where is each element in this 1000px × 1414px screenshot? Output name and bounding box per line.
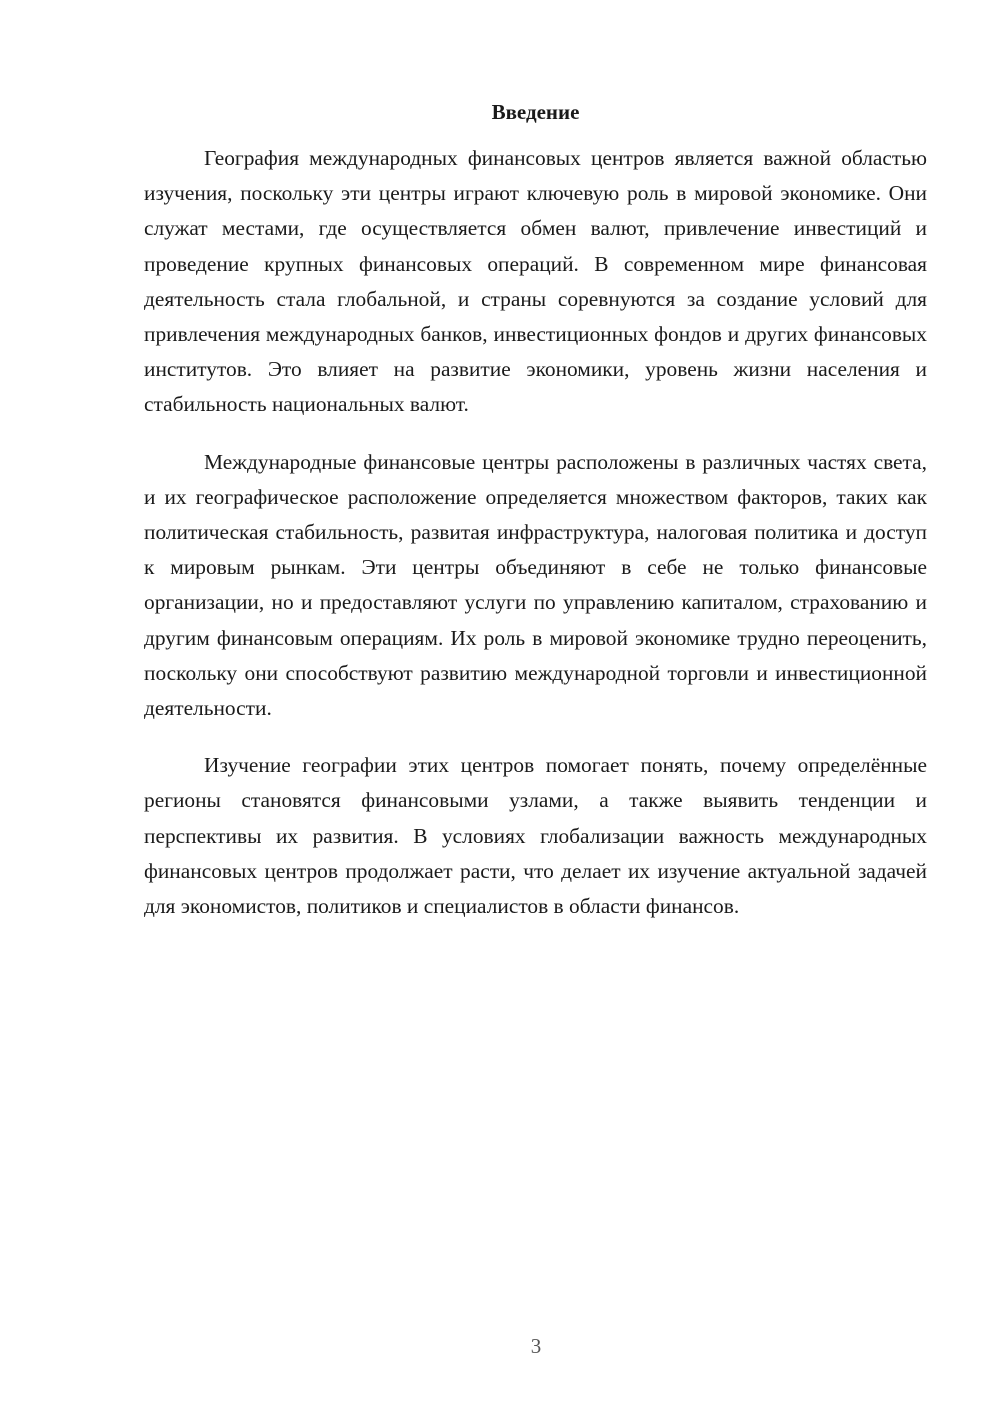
section-title: Введение	[491, 100, 580, 124]
body-text	[144, 141, 927, 946]
paragraph-2: Международные финансовые центры расположены в различных частях света, и их географическое расположение определяется множеством факторов, таких как политическая стабильность, развитая инфраструктура, налоговая политика и доступ к мировым рынкам. Эти центры объединяют в себе не только финансовые организации, но и предоставляют услуги по управлению капиталом, страхованию и другим финансовым операциям. Их роль в мировой экономике трудно переоценить, поскольку они способствуют развитию международной торговли и инвестиционной деятельности.	[144, 449, 927, 721]
page-number: 3	[530, 1334, 542, 1358]
paragraph-3: Изучение географии этих центров помогает понять, почему определённые регионы становятся финансовыми узлами, а также выявить тенденции и перспективы их развития. В условиях глобализации важность международных финансовых центров продолжает расти, что делает их изучение актуальной задачей для экономистов, политиков и специалистов в области финансов.	[144, 753, 927, 919]
paragraph-1: География международных финансовых центров является важной областью изучения, поскольку эти центры играют ключевую роль в мировой экономике. Они служат местами, где осуществляется обмен валют, привлечение инвестиций и проведение крупных финансовых операций. В современном мире финансовая деятельность стала глобальной, и страны соревнуются за создание условий для привлечения международных банков, инвестиционных фондов и других финансовых институтов. Это влияет на развитие экономики, уровень жизни населения и стабильность национальных валют.	[144, 146, 927, 417]
